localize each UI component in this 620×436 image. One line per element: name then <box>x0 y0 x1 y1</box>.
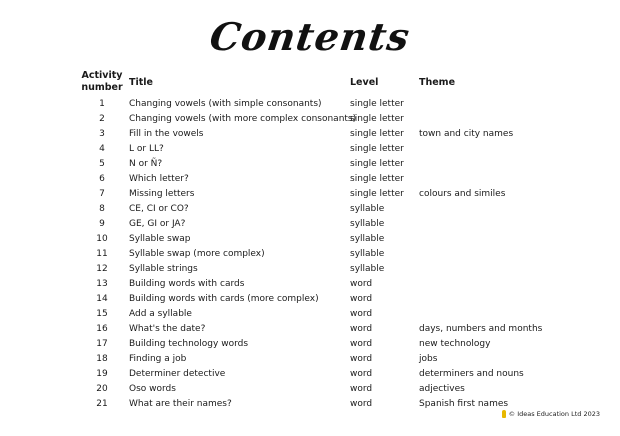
table-row <box>0 307 620 322</box>
table-row <box>0 112 620 127</box>
activity-title: Syllable swap <box>129 234 191 244</box>
activity-number: 10 <box>96 234 108 244</box>
activity-title: N or Ñ? <box>129 159 163 169</box>
activity-level: syllable <box>350 249 385 259</box>
page-title: Contents <box>207 14 413 59</box>
activity-title: Missing letters <box>129 189 195 199</box>
activity-number: 9 <box>99 219 105 229</box>
activity-level: single letter <box>350 144 404 154</box>
activity-number: 1 <box>99 99 105 109</box>
activity-number: 3 <box>99 129 105 139</box>
activity-level: word <box>350 324 373 334</box>
activity-theme: jobs <box>419 354 438 364</box>
table-row <box>0 277 620 292</box>
activity-number: 6 <box>99 174 105 184</box>
activity-theme: days, numbers and months <box>419 324 543 334</box>
activity-level: single letter <box>350 99 404 109</box>
activity-number: 12 <box>96 264 108 274</box>
activity-title: Oso words <box>129 384 176 394</box>
activity-title: L or LL? <box>129 144 164 154</box>
activity-number: 20 <box>96 384 108 394</box>
activity-level: syllable <box>350 204 385 214</box>
activity-title: GE, GI or JA? <box>129 219 186 229</box>
activity-level: word <box>350 399 373 409</box>
activity-title: What are their names? <box>129 399 232 409</box>
activity-number: 8 <box>99 204 105 214</box>
activity-number: 14 <box>96 294 108 304</box>
activity-title: What's the date? <box>129 324 206 334</box>
table-row <box>0 142 620 157</box>
activity-level: word <box>350 339 373 349</box>
activity-level: word <box>350 354 373 364</box>
contents-table <box>0 97 620 412</box>
activity-title: Syllable swap (more complex) <box>129 249 265 259</box>
table-row <box>0 172 620 187</box>
header-theme: Theme <box>419 77 456 88</box>
activity-number: 2 <box>99 114 105 124</box>
table-row <box>0 352 620 367</box>
activity-title: CE, CI or CO? <box>129 204 189 214</box>
activity-title: Fill in the vowels <box>129 129 204 139</box>
header-title: Title <box>129 77 153 88</box>
activity-level: syllable <box>350 264 385 274</box>
activity-theme: new technology <box>419 339 491 349</box>
footer <box>502 410 600 418</box>
copyright-text: © Ideas Education Ltd 2023 <box>508 410 600 418</box>
activity-level: single letter <box>350 114 404 124</box>
activity-level: word <box>350 294 373 304</box>
table-row <box>0 367 620 382</box>
activity-title: Building technology words <box>129 339 249 349</box>
activity-title: Building words with cards (more complex) <box>129 294 319 304</box>
activity-level: single letter <box>350 129 404 139</box>
activity-theme: determiners and nouns <box>419 369 524 379</box>
table-row <box>0 262 620 277</box>
activity-title: Which letter? <box>129 174 189 184</box>
activity-number: 18 <box>96 354 108 364</box>
table-row <box>0 337 620 352</box>
activity-level: word <box>350 384 373 394</box>
activity-number: 13 <box>96 279 108 289</box>
lightbulb-icon <box>502 410 506 418</box>
activity-level: word <box>350 309 373 319</box>
table-row <box>0 292 620 307</box>
activity-title: Syllable strings <box>129 264 198 274</box>
table-row <box>0 382 620 397</box>
table-row <box>0 127 620 142</box>
table-row <box>0 247 620 262</box>
activity-level: syllable <box>350 219 385 229</box>
activity-level: single letter <box>350 159 404 169</box>
activity-number: 4 <box>99 144 105 154</box>
activity-level: word <box>350 279 373 289</box>
table-row <box>0 202 620 217</box>
activity-title: Finding a job <box>129 354 187 364</box>
activity-theme: colours and similes <box>419 189 506 199</box>
activity-level: single letter <box>350 189 404 199</box>
activity-title: Changing vowels (with more complex consonants) <box>129 114 357 124</box>
activity-title: Determiner detective <box>129 369 226 379</box>
table-row <box>0 157 620 172</box>
activity-theme: adjectives <box>419 384 465 394</box>
activity-number: 17 <box>96 339 108 349</box>
table-row <box>0 217 620 232</box>
activity-number: 19 <box>96 369 108 379</box>
header-level: Level <box>350 77 379 88</box>
activity-number: 5 <box>99 159 105 169</box>
table-row <box>0 232 620 247</box>
activity-number: 21 <box>96 399 108 409</box>
activity-theme: town and city names <box>419 129 514 139</box>
activity-number: 11 <box>96 249 108 259</box>
activity-theme: Spanish first names <box>419 399 509 409</box>
activity-title: Changing vowels (with simple consonants) <box>129 99 322 109</box>
activity-number: 16 <box>96 324 108 334</box>
activity-level: syllable <box>350 234 385 244</box>
header-activity-number: Activity number <box>81 70 123 93</box>
activity-level: word <box>350 369 373 379</box>
table-row <box>0 97 620 112</box>
activity-number: 7 <box>99 189 105 199</box>
table-row <box>0 187 620 202</box>
table-row <box>0 322 620 337</box>
activity-title: Building words with cards <box>129 279 245 289</box>
activity-level: single letter <box>350 174 404 184</box>
activity-title: Add a syllable <box>129 309 192 319</box>
activity-number: 15 <box>96 309 108 319</box>
